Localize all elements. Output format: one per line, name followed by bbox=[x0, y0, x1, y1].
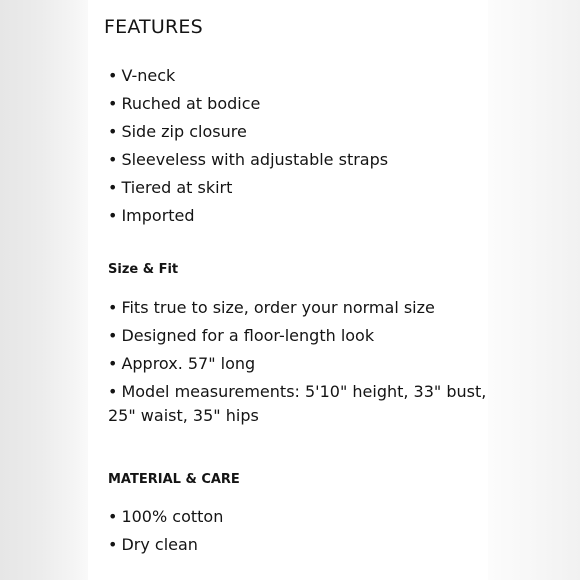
list-item: • Model measurements: 5'10" height, 33" bust, 25" waist, 35" hips bbox=[108, 382, 487, 425]
material-care-heading: MATERIAL & CARE bbox=[108, 472, 240, 487]
bullet: • bbox=[108, 206, 118, 225]
list-item: • Fits true to size, order your normal size bbox=[108, 298, 435, 317]
features-heading: FEATURES bbox=[104, 16, 203, 38]
bullet: • bbox=[108, 94, 118, 113]
list-item: • Approx. 57" long bbox=[108, 354, 256, 373]
list-item: • Ruched at bodice bbox=[108, 94, 261, 113]
bullet: • bbox=[108, 535, 118, 554]
bullet: • bbox=[108, 66, 118, 85]
bullet: • bbox=[108, 150, 118, 169]
bullet: • bbox=[108, 298, 118, 317]
list-item: • 100% cotton bbox=[108, 507, 224, 526]
bullet: • bbox=[108, 382, 118, 401]
list-item: • V-neck bbox=[108, 66, 176, 85]
features-list bbox=[108, 64, 488, 232]
material-care-list bbox=[108, 505, 488, 561]
list-item: • Imported bbox=[108, 206, 195, 225]
bullet: • bbox=[108, 507, 118, 526]
list-item: • Sleeveless with adjustable straps bbox=[108, 150, 389, 169]
bullet: • bbox=[108, 326, 118, 345]
bullet: • bbox=[108, 178, 118, 197]
bullet: • bbox=[108, 122, 118, 141]
list-item: • Tiered at skirt bbox=[108, 178, 233, 197]
list-item: • Designed for a floor-length look bbox=[108, 326, 375, 345]
list-item: • Dry clean bbox=[108, 535, 198, 554]
size-fit-heading: Size & Fit bbox=[108, 262, 179, 277]
size-fit-list bbox=[108, 296, 488, 432]
list-item: • Side zip closure bbox=[108, 122, 247, 141]
background-left bbox=[0, 0, 90, 580]
bullet: • bbox=[108, 354, 118, 373]
